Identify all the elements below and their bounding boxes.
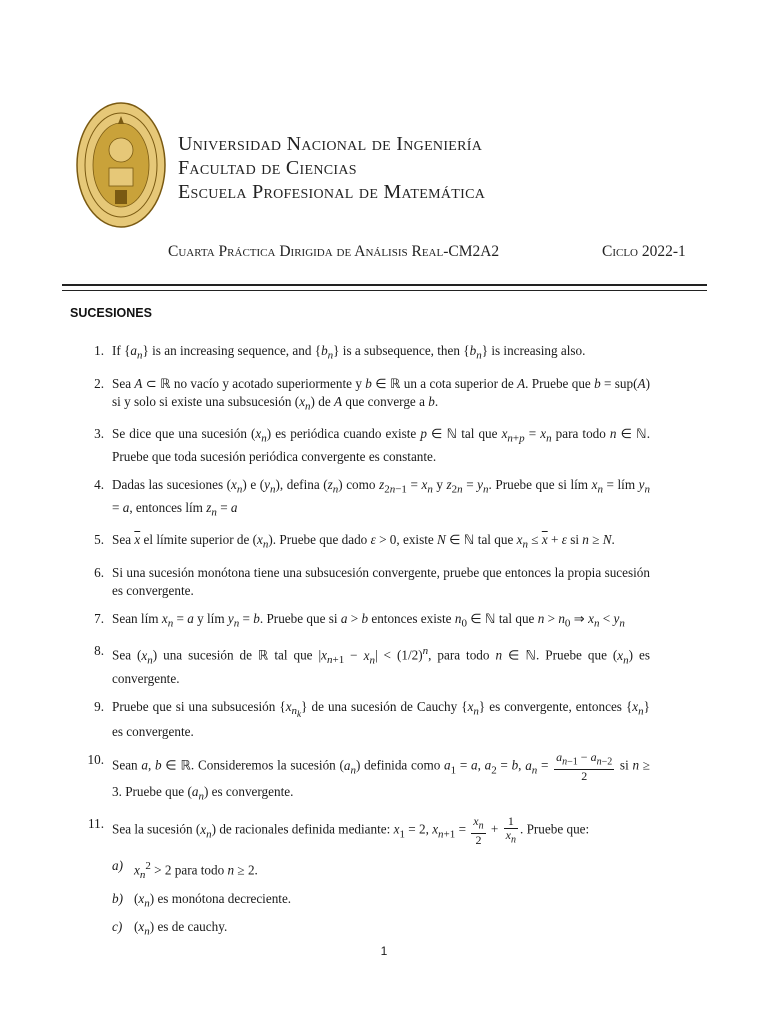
problem-number: 9. (94, 698, 104, 714)
subitem-label: c) (112, 919, 123, 935)
problem-number: 8. (94, 643, 104, 659)
academic-cycle: Ciclo 2022-1 (602, 243, 686, 260)
problem-item: 4. Dadas las sucesiones $(x_n)$ e $(y_n)$, defina $(z_n)$ como $z_{2n-1} = x_n$ y $z_{2n} = y_n$. Pruebe que si lím $x_n$ = lím $y_n = a$, entonces lím $z_n = a$ (80, 476, 650, 521)
faculty-name: Facultad de Ciencias (178, 157, 357, 179)
problem-item: 10. Sean a, b ∈ ℝ. Consideremos la sucesión $(a_n)$ definida como $a_1 = a$, $a_2 = b$, $a_n$ = $\frac{a_{n-1} - a_{n-2}}{2}$ si n ≥ 3. Pruebe que $(a_n)$ es convergente. (80, 751, 650, 805)
problem-item: 9. Pruebe que si una subsucesión $\{x_{n_k}\}$ de una sucesión de Cauchy $\{x_n\}$ es convergente, entonces $\{x_n\}$ es convergente. (80, 698, 650, 742)
subitem-list (112, 857, 650, 941)
university-name: Universidad Nacional de Ingeniería (178, 133, 483, 155)
problem-number: 5. (94, 532, 104, 548)
problem-number: 6. (94, 564, 104, 580)
problem-number: 10. (87, 752, 104, 768)
problem-list (80, 342, 650, 951)
subitem-label: a) (112, 857, 123, 873)
problem-number: 1. (94, 343, 104, 358)
problem-item: 11. Sea la sucesión $(x_n)$ de racionales definida mediante: $x_1 = 2$, $x_{n+1}$ = $\frac{x_n}{2}$ + $\frac{1}{x_n}$ . Pruebe que: a) $x_n^2 > 2$ para todo n ≥ 2. b) $(x_n)$ es monótona decreciente. c) $(x_n)$ es de cauchy. (80, 815, 650, 941)
section-title: SUCESIONES (70, 306, 152, 320)
page-number: 1 (380, 944, 388, 958)
university-seal-logo (76, 102, 166, 228)
problem-item: 2. Sea A ⊂ ℝ no vacío y acotado superiormente y b ∈ ℝ un a cota superior de A. Pruebe que b = sup(A) si y solo si existe una subsucesión $(x_n)$ de A que converge a b. (80, 375, 650, 416)
problem-number: 7. (94, 610, 104, 626)
institution-heading (178, 132, 485, 204)
subitem: a) $x_n^2 > 2$ para todo n ≥ 2. (112, 857, 258, 881)
course-title: Cuarta Práctica Dirigida de Análisis Real-CM2A2 (168, 243, 500, 260)
school-name: Escuela Profesional de Matemática (178, 181, 486, 203)
header-rule-thick (62, 284, 707, 286)
problem-item: 3. Se dice que una sucesión $(x_n)$ es periódica cuando existe p ∈ ℕ tal que $x_{n+p} = x_n$ para todo n ∈ ℕ. Pruebe que toda sucesión periódica convergente es constante. (80, 425, 650, 466)
problem-item: 1. If $\{a_n\}$ is an increasing sequence, and $\{b_n\}$ is a subsequence, then $\{b_n\}$ is increasing also. (80, 342, 650, 365)
subitem: b) $(x_n)$ es monótona decreciente. (112, 890, 292, 910)
problem-number: 2. (94, 375, 104, 391)
problem-item: 8. Sea $(x_n)$ una sucesión de ℝ tal que $|x_{n+1} - x_n| < (1/2)^n$, para todo n ∈ ℕ. Pruebe que $(x_n)$ es convergente. (80, 642, 650, 687)
subitem-label: b) (112, 890, 123, 906)
problem-number: 3. (94, 426, 104, 442)
problem-item: 5. Sea $\overline{x}$ el límite superior de $(x_n)$. Pruebe que dado ε > 0, existe N ∈ ℕ tal que $x_n \le \overline{x} + \varepsilon$ si n ≥ N. (80, 531, 650, 554)
subitem: c) $(x_n)$ es de cauchy. (112, 919, 228, 939)
problem-item: 6. Si una sucesión monótona tiene una subsucesión convergente, pruebe que entonces la propia sucesión es convergente. (80, 564, 650, 600)
problem-number: 11. (88, 816, 104, 832)
problem-number: 4. (94, 476, 104, 492)
problem-item: 7. Sean lím $x_n = a$ y lím $y_n = b$. Pruebe que si a > b entonces existe $n_0$ ∈ ℕ tal que $n > n_0$ ⇒ $x_n < y_n$ (80, 610, 650, 633)
header-rule-thin (62, 290, 707, 291)
